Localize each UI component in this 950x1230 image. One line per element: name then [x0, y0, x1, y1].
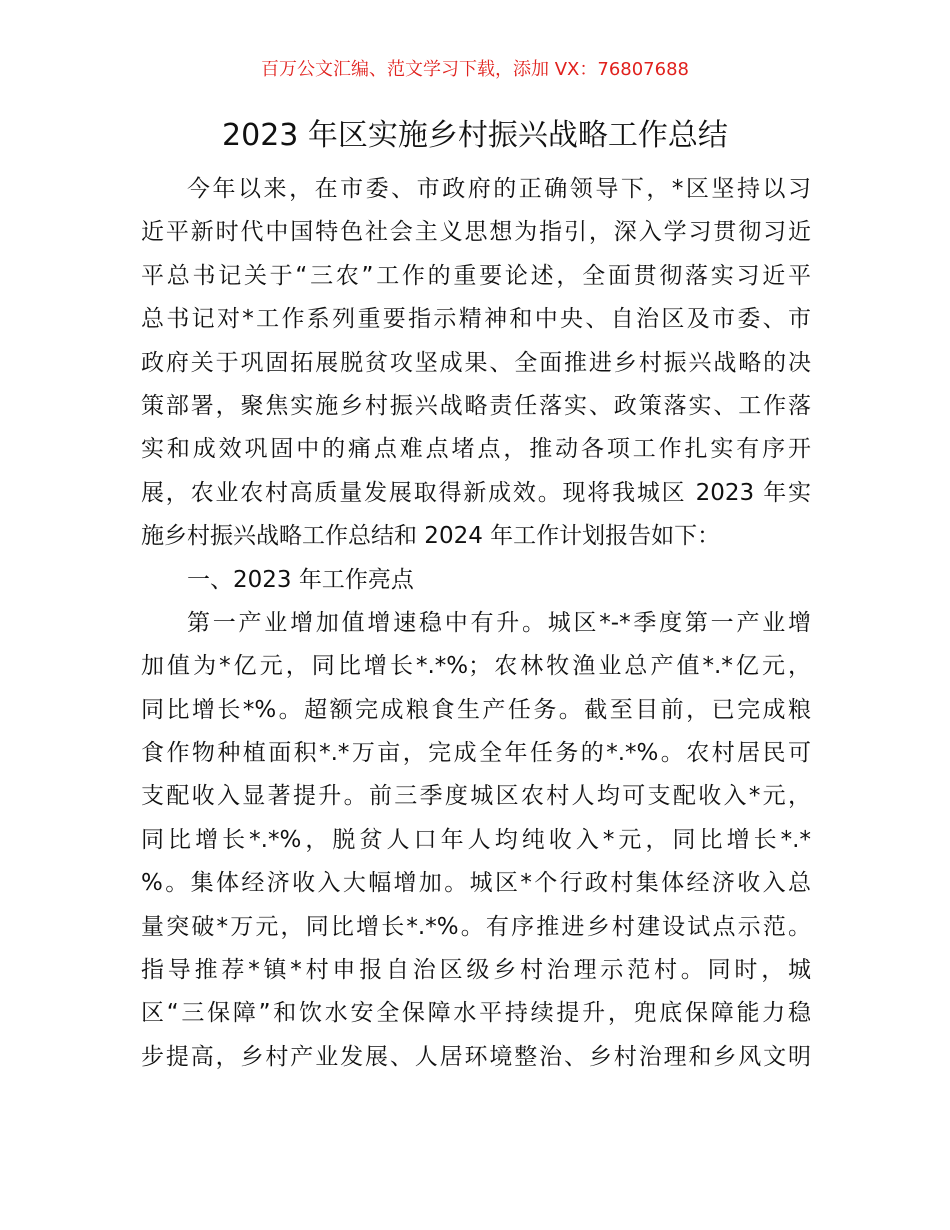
document-title: 2023 年区实施乡村振兴战略工作总结 [222, 118, 728, 153]
paragraph-1-line: 总书记对*工作系列重要指示精神和中央、自治区及市委、市 [141, 306, 811, 333]
paragraph-1-line: 平总书记关于“三农”工作的重要论述，全面贯彻落实习近平 [141, 262, 811, 289]
paragraph-1-line: 近平新时代中国特色社会主义思想为指引，深入学习贯彻习近 [141, 219, 811, 246]
paragraph-2-line: 食作物种植面积*.*万亩，完成全年任务的*.*%。农村居民可 [141, 740, 811, 767]
paragraph-2-line: 同比增长*.*%，脱贫人口年人均纯收入*元，同比增长*.* [141, 826, 811, 853]
paragraph-2-line: 同比增长*%。超额完成粮食生产任务。截至目前，已完成粮 [141, 696, 811, 723]
paragraph-1-line: 今年以来，在市委、市政府的正确领导下，*区坚持以习 [187, 176, 811, 202]
paragraph-2-line: 第一产业增加值增速稳中有升。城区*-*季度第一产业增 [187, 609, 811, 636]
paragraph-2-line: 指导推荐*镇*村申报自治区级乡村治理示范村。同时，城 [141, 957, 811, 984]
paragraph-1-line: 施乡村振兴战略工作总结和 2024 年工作计划报告如下： [141, 523, 721, 550]
paragraph-1-line: 实和成效巩固中的痛点难点堵点，推动各项工作扎实有序开 [141, 436, 811, 463]
paragraph-2-line: 步提高，乡村产业发展、人居环境整治、乡村治理和乡风文明 [141, 1043, 811, 1070]
paragraph-1-line: 政府关于巩固拓展脱贫攻坚成果、全面推进乡村振兴战略的决 [141, 349, 811, 376]
paragraph-2-line: 支配收入显著提升。前三季度城区农村人均可支配收入*元， [141, 783, 811, 810]
paragraph-2-line: 区“三保障”和饮水安全保障水平持续提升，兜底保障能力稳 [141, 1000, 811, 1027]
paragraph-1-line: 策部署，聚焦实施乡村振兴战略责任落实、政策落实、工作落 [141, 392, 811, 419]
paragraph-2-line: 加值为*亿元，同比增长*.*%；农林牧渔业总产值*.*亿元， [141, 653, 811, 680]
paragraph-1-line: 展，农业农村高质量发展取得新成效。现将我城区 2023 年实 [141, 479, 811, 506]
paragraph-2-line: 量突破*万元，同比增长*.*%。有序推进乡村建设试点示范。 [141, 913, 811, 940]
promo-header: 百万公文汇编、范文学习下载，添加 VX：76807688 [261, 59, 689, 80]
paragraph-2-line: %。集体经济收入大幅增加。城区*个行政村集体经济收入总 [141, 870, 811, 897]
section-heading: 一、2023 年工作亮点 [187, 566, 414, 593]
document-body [141, 168, 811, 1079]
